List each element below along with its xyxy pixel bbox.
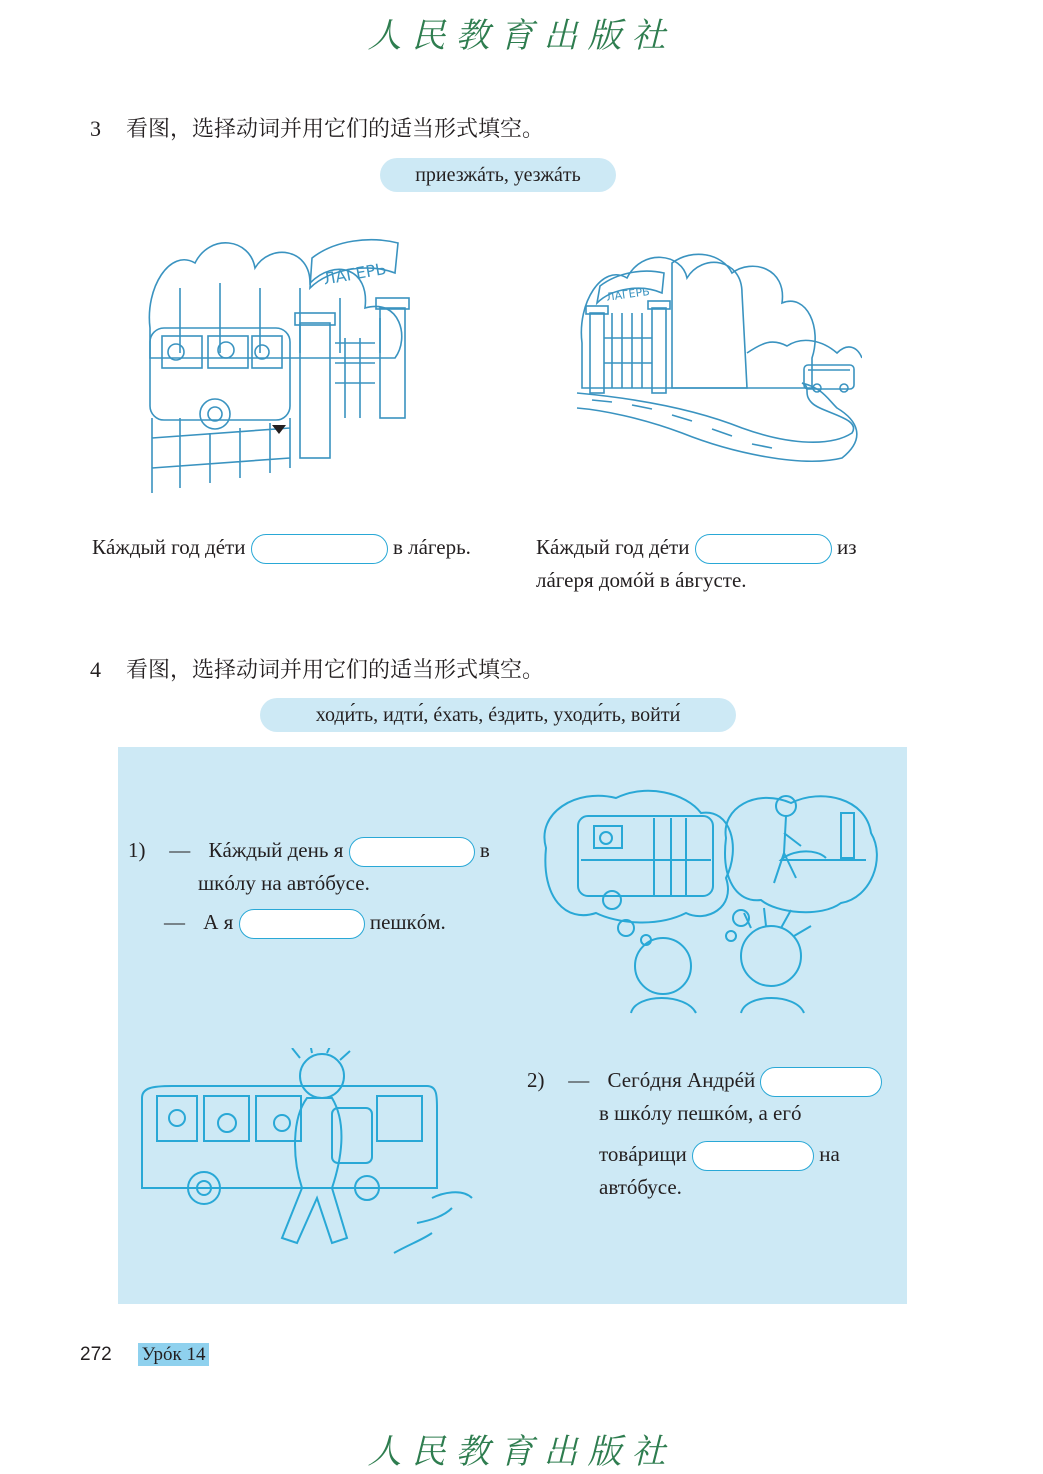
dialogue-dash: —: [568, 1068, 590, 1092]
sentence-text: Кáждый день я: [208, 838, 344, 862]
sentence-text: автóбусе.: [599, 1175, 682, 1200]
sentence-text: лáгеря домóй в áвгусте.: [536, 568, 747, 593]
camp-departure-illustration: [572, 248, 862, 473]
sentence-text: пешкóм.: [369, 910, 446, 935]
publisher-header: 人民教育出版社: [367, 16, 676, 56]
answer-blank[interactable]: [239, 909, 365, 939]
exercise-instruction: 看图，选择动词并用它们的适当形式填空。: [126, 657, 545, 682]
exercise-instruction: 看图，选择动词并用它们的适当形式填空。: [126, 116, 545, 141]
sentence-text: А я: [203, 910, 234, 935]
bus-and-boy-illustration: [132, 1048, 482, 1273]
sentence-text: шкóлу на автóбусе.: [198, 871, 370, 896]
item-number: 2): [527, 1068, 545, 1092]
sentence-text: Кáждый год дéти: [92, 535, 246, 559]
answer-blank[interactable]: [251, 534, 388, 564]
answer-blank[interactable]: [692, 1141, 814, 1171]
page-footer: [80, 1344, 209, 1366]
dialogue-dash: —: [164, 910, 185, 935]
sentence-text: из: [836, 535, 857, 559]
page-number: 272: [80, 1344, 112, 1365]
exercise-number: 4: [90, 657, 101, 682]
camp-sign: ЛАГЕРЬ: [605, 284, 651, 304]
item-2: [527, 1064, 882, 1204]
sentence-text: товáрищи: [599, 1142, 687, 1167]
sentence-text: в шкóлу пешкóм, а егó: [599, 1101, 802, 1126]
sentence-1: [92, 531, 471, 564]
exercise-number: 3: [90, 116, 101, 141]
sentence-text: Сегóдня Андрéй: [607, 1068, 756, 1092]
answer-blank[interactable]: [695, 534, 832, 564]
answer-blank[interactable]: [760, 1067, 882, 1097]
verb-choices-pill: приезжáть, уезжáть: [380, 158, 616, 192]
dialogue-dash: —: [169, 838, 191, 862]
sentence-text: в лáгерь.: [392, 535, 471, 559]
camp-sign: ЛАГЕРЬ: [321, 258, 388, 289]
lesson-label: Урóк 14: [138, 1343, 210, 1366]
item-number: 1): [128, 838, 146, 862]
exercise-4-title: [90, 653, 544, 684]
sentence-2: [536, 531, 896, 597]
sentence-text: Кáждый год дéти: [536, 535, 690, 559]
verb-choices-pill: ходи́ть, идти́, éхать, éздить, уходи́ть, войти́: [260, 698, 736, 732]
item-1: [128, 834, 490, 939]
sentence-text: в: [479, 838, 490, 862]
camp-arrival-illustration: [140, 228, 430, 498]
exercise-3-title: [90, 112, 544, 143]
answer-blank[interactable]: [349, 837, 475, 867]
publisher-footer: 人民教育出版社: [367, 1432, 676, 1472]
sentence-text: на: [819, 1142, 840, 1167]
thought-bubbles-illustration: [536, 788, 884, 1020]
